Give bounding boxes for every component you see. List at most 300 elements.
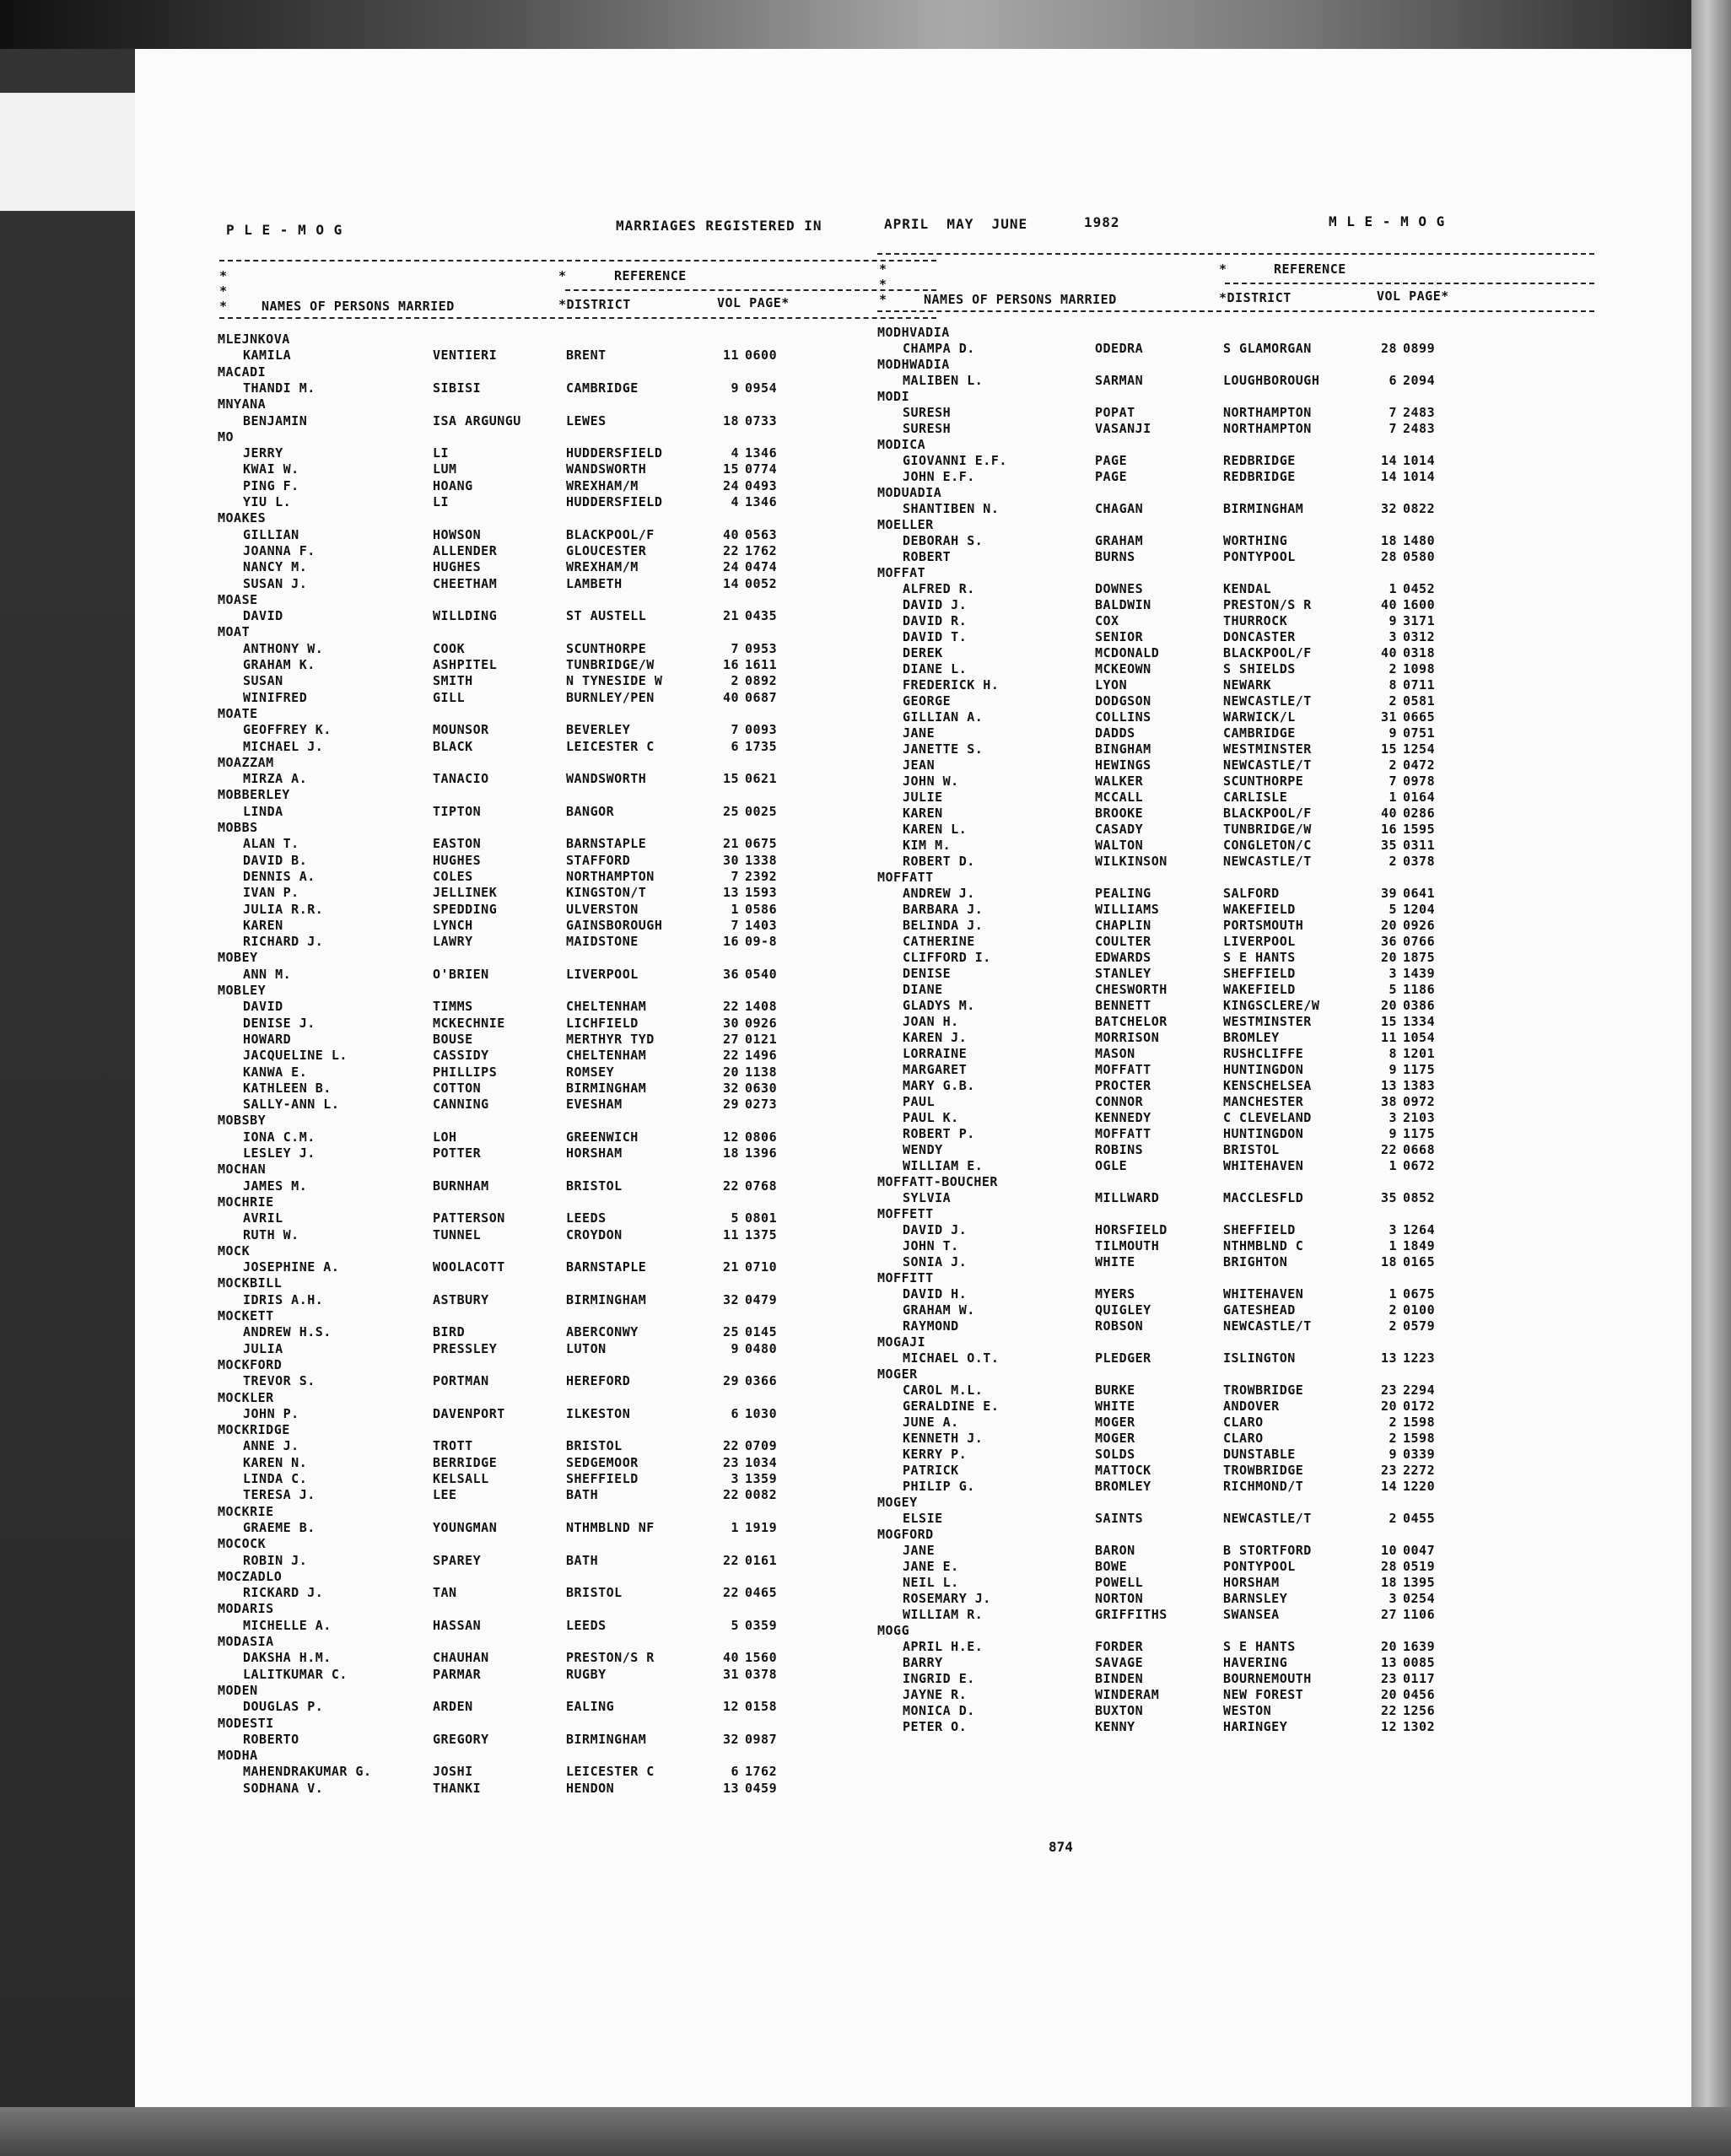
given-name: GEORGE bbox=[903, 693, 952, 709]
district: DONCASTER bbox=[1223, 629, 1296, 644]
header-title: MARRIAGES REGISTERED IN bbox=[616, 218, 822, 234]
spouse-surname: TAN bbox=[433, 1585, 457, 1601]
marriage-entry bbox=[218, 1178, 859, 1194]
district: NORTHAMPTON bbox=[1223, 421, 1312, 436]
given-name: MICHAEL J. bbox=[243, 738, 324, 754]
volume: 18 bbox=[722, 412, 739, 429]
page-ref: 1186 bbox=[1403, 982, 1436, 997]
volume: 20 bbox=[1380, 1639, 1397, 1654]
page-ref: 0630 bbox=[745, 1080, 778, 1096]
surname-heading bbox=[218, 364, 859, 380]
volume: 13 bbox=[1380, 1655, 1397, 1670]
page-ref: 0082 bbox=[745, 1487, 778, 1503]
volume: 9 bbox=[1389, 725, 1397, 741]
volume: 12 bbox=[1380, 1719, 1397, 1734]
given-name: JANE E. bbox=[903, 1559, 959, 1574]
marriage-entry bbox=[877, 790, 1518, 805]
marriage-entry bbox=[218, 348, 859, 363]
surname-heading bbox=[877, 517, 1518, 532]
given-name: LESLEY J. bbox=[243, 1145, 315, 1161]
spouse-surname: BATCHELOR bbox=[1095, 1014, 1167, 1029]
page-ref: 1875 bbox=[1403, 950, 1436, 965]
given-name: PING F. bbox=[243, 477, 299, 493]
given-name: KWAI W. bbox=[243, 461, 299, 477]
page-ref: 0672 bbox=[1403, 1158, 1436, 1173]
volume: 18 bbox=[1380, 533, 1397, 548]
district: KINGSTON/T bbox=[566, 885, 647, 901]
page-ref: 1223 bbox=[1403, 1350, 1436, 1366]
marriage-entry bbox=[877, 1399, 1518, 1414]
given-name: INGRID E. bbox=[903, 1671, 975, 1686]
given-name: JANE bbox=[903, 725, 936, 741]
page-ref: 0801 bbox=[745, 1210, 778, 1226]
spouse-surname: KELSALL bbox=[433, 1471, 489, 1486]
surname: MOBBERLEY bbox=[218, 787, 290, 803]
volume: 14 bbox=[1380, 469, 1397, 484]
district: SCUNTHORPE bbox=[566, 640, 647, 656]
spouse-surname: CANNING bbox=[433, 1097, 489, 1113]
spouse-surname: WINDERAM bbox=[1095, 1687, 1160, 1702]
given-name: DAVID J. bbox=[903, 1222, 968, 1237]
page-ref: 1403 bbox=[745, 917, 778, 933]
page-ref: 1383 bbox=[1403, 1078, 1436, 1093]
spouse-surname: COOK bbox=[433, 640, 466, 656]
district: CLARO bbox=[1223, 1431, 1264, 1446]
marriage-entry bbox=[877, 1671, 1518, 1686]
given-name: CATHERINE bbox=[903, 934, 975, 949]
page-ref: 0953 bbox=[745, 640, 778, 656]
page-ref: 0711 bbox=[1403, 677, 1436, 693]
district: NEWCASTLE/T bbox=[1223, 854, 1312, 869]
surname-heading bbox=[877, 1174, 1518, 1189]
surname-heading bbox=[218, 1390, 859, 1405]
district: LEICESTER C bbox=[566, 1764, 655, 1780]
right-header-bullet-1: * bbox=[879, 261, 887, 277]
marriage-entry bbox=[877, 645, 1518, 660]
district: CAMBRIDGE bbox=[566, 380, 639, 396]
volume: 22 bbox=[722, 1552, 739, 1568]
volume: 13 bbox=[1380, 1078, 1397, 1093]
volume: 22 bbox=[1380, 1703, 1397, 1718]
surname: MODUADIA bbox=[877, 485, 942, 500]
given-name: JACQUELINE L. bbox=[243, 1048, 348, 1064]
volume: 20 bbox=[722, 1064, 739, 1080]
page-ref: 1762 bbox=[745, 1764, 778, 1780]
marriage-entry bbox=[877, 773, 1518, 789]
marriage-entry bbox=[877, 677, 1518, 693]
scan-border-right bbox=[1691, 0, 1731, 2156]
spouse-surname: SENIOR bbox=[1095, 629, 1144, 644]
marriage-entry bbox=[218, 722, 859, 737]
volume: 4 bbox=[731, 445, 739, 461]
volume: 10 bbox=[1380, 1543, 1397, 1558]
volume: 40 bbox=[722, 1650, 739, 1666]
marriage-entry bbox=[877, 902, 1518, 917]
volume: 13 bbox=[722, 1780, 739, 1796]
spouse-surname: COTTON bbox=[433, 1080, 482, 1096]
given-name: KAMILA bbox=[243, 348, 292, 364]
spouse-surname: SARMAN bbox=[1095, 373, 1144, 388]
spouse-surname: BOWE bbox=[1095, 1559, 1128, 1574]
page-ref: 2483 bbox=[1403, 405, 1436, 420]
spouse-surname: ODEDRA bbox=[1095, 341, 1144, 356]
marriage-entry bbox=[877, 1719, 1518, 1734]
page-ref: 1735 bbox=[745, 738, 778, 754]
page-ref: 0480 bbox=[745, 1340, 778, 1356]
spouse-surname: DADDS bbox=[1095, 725, 1135, 741]
spouse-surname: BALDWIN bbox=[1095, 597, 1151, 612]
given-name: JOAN H. bbox=[903, 1014, 959, 1029]
surname: MOCOCK bbox=[218, 1536, 267, 1552]
marriage-entry bbox=[218, 934, 859, 949]
volume: 11 bbox=[1380, 1030, 1397, 1045]
volume: 3 bbox=[1389, 1591, 1397, 1606]
surname: MOBSBY bbox=[218, 1113, 267, 1129]
page-ref: 0710 bbox=[745, 1259, 778, 1275]
marriage-entry bbox=[877, 1687, 1518, 1702]
given-name: KANWA E. bbox=[243, 1064, 308, 1080]
spouse-surname: MOGER bbox=[1095, 1415, 1135, 1430]
volume: 24 bbox=[722, 559, 739, 575]
scan-border-bottom bbox=[0, 2107, 1731, 2156]
spouse-surname: BURKE bbox=[1095, 1383, 1135, 1398]
district: BIRMINGHAM bbox=[566, 1731, 647, 1747]
given-name: PAUL K. bbox=[903, 1110, 959, 1125]
volume: 13 bbox=[722, 885, 739, 901]
left-district-column-label: *DISTRICT bbox=[558, 297, 631, 312]
spouse-surname: MCDONALD bbox=[1095, 645, 1160, 660]
spouse-surname: HORSFIELD bbox=[1095, 1222, 1167, 1237]
district: BANGOR bbox=[566, 803, 615, 819]
given-name: MAHENDRAKUMAR G. bbox=[243, 1764, 372, 1780]
right-reference-rule bbox=[1225, 283, 1594, 284]
volume: 39 bbox=[1380, 886, 1397, 901]
given-name: GLADYS M. bbox=[903, 998, 975, 1013]
spouse-surname: JOSHI bbox=[433, 1764, 473, 1780]
district: REDBRIDGE bbox=[1223, 469, 1296, 484]
district: NORTHAMPTON bbox=[1223, 405, 1312, 420]
page-ref: 0121 bbox=[745, 1031, 778, 1047]
spouse-surname: ISA ARGUNGU bbox=[433, 412, 521, 429]
district: REDBRIDGE bbox=[1223, 453, 1296, 468]
surname-heading bbox=[218, 950, 859, 965]
district: PONTYPOOL bbox=[1223, 549, 1296, 564]
surname-heading bbox=[218, 592, 859, 607]
spouse-surname: WILLDING bbox=[433, 608, 498, 624]
surname: MOCKFORD bbox=[218, 1356, 283, 1372]
district: GAINSBOROUGH bbox=[566, 917, 663, 933]
volume: 36 bbox=[1380, 934, 1397, 949]
district: LEEDS bbox=[566, 1617, 607, 1633]
volume: 2 bbox=[1389, 1302, 1397, 1318]
given-name: SYLVIA bbox=[903, 1190, 952, 1205]
given-name: RICKARD J. bbox=[243, 1585, 324, 1601]
page-ref: 0164 bbox=[1403, 790, 1436, 805]
surname-heading bbox=[218, 396, 859, 412]
marriage-entry bbox=[218, 690, 859, 705]
spouse-surname: LI bbox=[433, 445, 450, 461]
given-name: KAREN bbox=[243, 917, 283, 933]
given-name: GIOVANNI E.F. bbox=[903, 453, 1007, 468]
given-name: PHILIP G. bbox=[903, 1479, 975, 1494]
page-ref: 1030 bbox=[745, 1405, 778, 1421]
spouse-surname: LEE bbox=[433, 1487, 457, 1503]
district: EVESHAM bbox=[566, 1097, 623, 1113]
page-ref: 0987 bbox=[745, 1731, 778, 1747]
district: BLACKPOOL/F bbox=[1223, 645, 1312, 660]
spouse-surname: MOUNSOR bbox=[433, 722, 489, 738]
district: WREXHAM/M bbox=[566, 559, 639, 575]
scan-border-left bbox=[0, 49, 135, 2156]
district: BARNSLEY bbox=[1223, 1591, 1288, 1606]
surname-heading bbox=[877, 485, 1518, 500]
spouse-surname: MASON bbox=[1095, 1046, 1135, 1061]
spouse-surname: BLACK bbox=[433, 738, 473, 754]
district: ABERCONWY bbox=[566, 1324, 639, 1340]
page-ref: 2094 bbox=[1403, 373, 1436, 388]
page-ref: 0359 bbox=[745, 1617, 778, 1633]
marriage-entry bbox=[877, 1479, 1518, 1494]
spouse-surname: MYERS bbox=[1095, 1286, 1135, 1302]
volume: 13 bbox=[1380, 1350, 1397, 1366]
spouse-surname: GRAHAM bbox=[1095, 533, 1144, 548]
given-name: KERRY P. bbox=[903, 1447, 968, 1462]
spouse-surname: SIBISI bbox=[433, 380, 482, 396]
volume: 14 bbox=[722, 575, 739, 591]
page-ref: 1439 bbox=[1403, 966, 1436, 981]
district: SHEFFIELD bbox=[1223, 966, 1296, 981]
district: B STORTFORD bbox=[1223, 1543, 1312, 1558]
volume: 15 bbox=[1380, 1014, 1397, 1029]
given-name: DENISE J. bbox=[243, 1015, 315, 1031]
given-name: GEOFFREY K. bbox=[243, 722, 332, 738]
spouse-surname: DOWNES bbox=[1095, 581, 1144, 596]
marriage-entry bbox=[218, 1210, 859, 1226]
spouse-surname: CHEETHAM bbox=[433, 575, 498, 591]
surname: MOAT bbox=[218, 624, 251, 640]
given-name: MARGARET bbox=[903, 1062, 968, 1077]
left-header-rule-top bbox=[219, 260, 936, 261]
volume: 5 bbox=[1389, 982, 1397, 997]
volume: 21 bbox=[722, 836, 739, 852]
given-name: DIANE bbox=[903, 982, 943, 997]
left-header-bullet-2: * bbox=[219, 283, 228, 299]
page-ref: 1334 bbox=[1403, 1014, 1436, 1029]
district: BLACKPOOL/F bbox=[566, 526, 655, 542]
given-name: GRAHAM K. bbox=[243, 657, 315, 672]
spouse-surname: HEWINGS bbox=[1095, 757, 1151, 773]
surname-heading bbox=[218, 1683, 859, 1698]
surname: MOELLER bbox=[877, 517, 934, 532]
volume: 1 bbox=[731, 901, 739, 917]
district: BOURNEMOUTH bbox=[1223, 1671, 1312, 1686]
page-ref: 0465 bbox=[745, 1585, 778, 1601]
given-name: GERALDINE E. bbox=[903, 1399, 1000, 1414]
district: ST AUSTELL bbox=[566, 608, 647, 624]
district: BROMLEY bbox=[1223, 1030, 1280, 1045]
district: BRISTOL bbox=[1223, 1142, 1280, 1157]
page-ref: 1014 bbox=[1403, 469, 1436, 484]
given-name: LINDA C. bbox=[243, 1471, 308, 1486]
district: HORSHAM bbox=[1223, 1575, 1280, 1590]
page-ref: 0675 bbox=[745, 836, 778, 852]
page-ref: 1106 bbox=[1403, 1607, 1436, 1622]
marriage-entry bbox=[218, 1145, 859, 1161]
volume: 7 bbox=[1389, 773, 1397, 789]
volume: 22 bbox=[722, 999, 739, 1015]
spouse-surname: COLES bbox=[433, 868, 473, 884]
surname-heading bbox=[218, 1601, 859, 1616]
given-name: CHAMPA D. bbox=[903, 341, 975, 356]
spouse-surname: LAWRY bbox=[433, 934, 473, 950]
spouse-surname: TILMOUTH bbox=[1095, 1238, 1160, 1253]
surname-heading bbox=[218, 1569, 859, 1584]
left-header-bullet-1: * bbox=[219, 268, 228, 283]
given-name: JAMES M. bbox=[243, 1178, 308, 1194]
volume: 2 bbox=[1389, 757, 1397, 773]
given-name: GILLIAN A. bbox=[903, 709, 984, 725]
marriage-entry bbox=[218, 1438, 859, 1453]
given-name: ANN M. bbox=[243, 966, 292, 982]
spouse-surname: MCKEOWN bbox=[1095, 661, 1151, 676]
surname: MODASIA bbox=[218, 1634, 274, 1649]
volume: 6 bbox=[731, 1764, 739, 1780]
volume: 15 bbox=[722, 461, 739, 477]
marriage-entry bbox=[877, 373, 1518, 388]
district: BIRMINGHAM bbox=[1223, 501, 1304, 516]
district: DUNSTABLE bbox=[1223, 1447, 1296, 1462]
surname-heading bbox=[218, 755, 859, 770]
given-name: WENDY bbox=[903, 1142, 943, 1157]
surname: MLEJNKOVA bbox=[218, 331, 290, 347]
page-ref: 0366 bbox=[745, 1373, 778, 1389]
page-ref: 0378 bbox=[745, 1666, 778, 1682]
given-name: JULIE bbox=[903, 790, 943, 805]
volume: 27 bbox=[722, 1031, 739, 1047]
marriage-entry bbox=[218, 804, 859, 819]
volume: 1 bbox=[1389, 1158, 1397, 1173]
marriage-entry bbox=[877, 693, 1518, 709]
given-name: JOHN W. bbox=[903, 773, 959, 789]
marriage-entry bbox=[877, 1447, 1518, 1462]
surname-heading bbox=[218, 624, 859, 639]
surname: MOGAJI bbox=[877, 1334, 926, 1350]
district: CAMBRIDGE bbox=[1223, 725, 1296, 741]
marriage-entry bbox=[877, 709, 1518, 725]
surname: MODARIS bbox=[218, 1601, 274, 1617]
surname: MOAZZAM bbox=[218, 754, 274, 770]
district: LEWES bbox=[566, 412, 607, 429]
spouse-surname: POWELL bbox=[1095, 1575, 1144, 1590]
given-name: YIU L. bbox=[243, 494, 292, 509]
page-ref: 0972 bbox=[1403, 1094, 1436, 1109]
spouse-surname: PATTERSON bbox=[433, 1210, 505, 1226]
district: NEWCASTLE/T bbox=[1223, 1511, 1312, 1526]
volume: 9 bbox=[1389, 1126, 1397, 1141]
volume: 16 bbox=[722, 934, 739, 950]
marriage-entry bbox=[218, 1097, 859, 1112]
volume: 20 bbox=[1380, 950, 1397, 965]
page-ref: 1598 bbox=[1403, 1415, 1436, 1430]
page-ref: 0580 bbox=[1403, 549, 1436, 564]
surname: MOCKRIDGE bbox=[218, 1422, 290, 1438]
page-ref: 0273 bbox=[745, 1097, 778, 1113]
volume: 29 bbox=[722, 1097, 739, 1113]
page-ref: 0586 bbox=[745, 901, 778, 917]
district: BEVERLEY bbox=[566, 722, 631, 738]
district: MACCLESFLD bbox=[1223, 1190, 1304, 1205]
surname: MOFFITT bbox=[877, 1270, 934, 1286]
page-ref: 0926 bbox=[745, 1015, 778, 1031]
volume: 36 bbox=[722, 966, 739, 982]
surname: MODICA bbox=[877, 437, 926, 452]
spouse-surname: TIPTON bbox=[433, 803, 482, 819]
spouse-surname: WHITE bbox=[1095, 1399, 1135, 1414]
page-ref: 0145 bbox=[745, 1324, 778, 1340]
district: WAKEFIELD bbox=[1223, 902, 1296, 917]
surname: MODHWADIA bbox=[877, 357, 950, 372]
given-name: DAVID B. bbox=[243, 852, 308, 868]
page-ref: 1598 bbox=[1403, 1431, 1436, 1446]
page-ref: 1919 bbox=[745, 1519, 778, 1535]
surname-heading bbox=[877, 325, 1518, 340]
marriage-entry bbox=[877, 757, 1518, 773]
spouse-surname: CHAPLIN bbox=[1095, 918, 1151, 933]
volume: 9 bbox=[1389, 1062, 1397, 1077]
surname-heading bbox=[218, 1357, 859, 1372]
given-name: DAVID J. bbox=[903, 597, 968, 612]
marriage-entry bbox=[877, 982, 1518, 997]
spouse-surname: GREGORY bbox=[433, 1731, 489, 1747]
page-ref: 1762 bbox=[745, 542, 778, 558]
volume: 7 bbox=[731, 640, 739, 656]
surname-heading bbox=[218, 706, 859, 721]
page-ref: 1408 bbox=[745, 999, 778, 1015]
given-name: JAYNE R. bbox=[903, 1687, 968, 1702]
marriage-entry bbox=[877, 1703, 1518, 1718]
marriage-entry bbox=[877, 661, 1518, 676]
district: CHELTENHAM bbox=[566, 1048, 647, 1064]
surname: MOCK bbox=[218, 1242, 251, 1259]
page-ref: 0025 bbox=[745, 803, 778, 819]
volume: 14 bbox=[1380, 453, 1397, 468]
district: BRISTOL bbox=[566, 1585, 623, 1601]
volume: 7 bbox=[731, 868, 739, 884]
marriage-entry bbox=[218, 673, 859, 688]
page-ref: 1302 bbox=[1403, 1719, 1436, 1734]
marriage-entry bbox=[218, 1699, 859, 1714]
marriage-entry bbox=[218, 543, 859, 558]
volume: 30 bbox=[722, 1015, 739, 1031]
given-name: MONICA D. bbox=[903, 1703, 975, 1718]
volume: 14 bbox=[1380, 1479, 1397, 1494]
marriage-entry bbox=[218, 1227, 859, 1242]
volume: 22 bbox=[722, 1438, 739, 1454]
marriage-entry bbox=[218, 739, 859, 754]
marriage-entry bbox=[877, 1254, 1518, 1269]
marriage-entry bbox=[218, 1471, 859, 1486]
page-ref: 1338 bbox=[745, 852, 778, 868]
district: NTHMBLND C bbox=[1223, 1238, 1304, 1253]
volume: 22 bbox=[1380, 1142, 1397, 1157]
spouse-surname: PARMAR bbox=[433, 1666, 482, 1682]
given-name: DAVID R. bbox=[903, 613, 968, 628]
given-name: JOHN E.F. bbox=[903, 469, 975, 484]
given-name: MALIBEN L. bbox=[903, 373, 984, 388]
marriage-entry bbox=[877, 613, 1518, 628]
volume: 18 bbox=[722, 1145, 739, 1161]
marriage-entry bbox=[218, 1585, 859, 1600]
